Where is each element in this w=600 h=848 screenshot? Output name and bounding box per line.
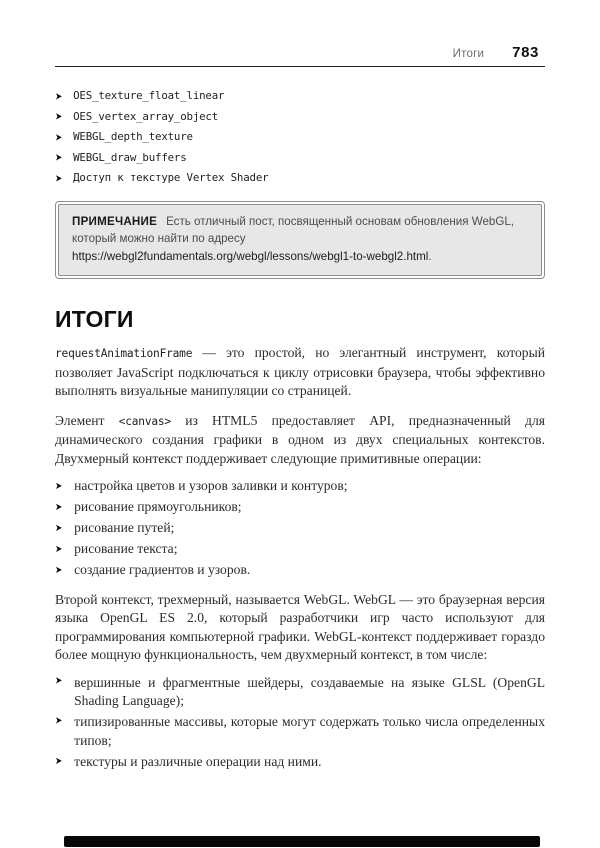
canvas-operations-list — [55, 477, 545, 580]
note-suffix: . — [428, 249, 432, 263]
bullet-arrow-icon: ➤ — [55, 110, 63, 122]
webgl-features-list-item — [55, 713, 545, 750]
list-item-text: рисование текста; — [74, 541, 178, 557]
paragraph-text: Элемент — [55, 412, 119, 428]
canvas-operations-list-item — [55, 540, 545, 559]
extension-name: OES_vertex_array_object — [73, 109, 219, 123]
extension-name: Доступ к текстуре Vertex Shader — [73, 171, 269, 184]
inline-code: requestAnimationFrame — [55, 347, 193, 361]
list-item-text: создание градиентов и узоров. — [74, 562, 251, 578]
canvas-operations-list-item — [55, 498, 545, 517]
webgl-features-list-item — [55, 753, 545, 772]
extension-name: WEBGL_depth_texture — [73, 130, 193, 143]
bullet-arrow-icon: ➤ — [55, 500, 63, 512]
paragraph-webgl: Второй контекст, трехмерный, называется WebGL. WebGL — это браузерная версия языка OpenGL ES 2.0, который разработчики игр часто используют для программирования компьютерной графики. WebGL-контекст поддерживает гораздо более мощную функциональность, чем двухмерный контекст, в том числе: — [55, 591, 545, 663]
webgl-features-list-item — [55, 674, 545, 711]
paragraph-text: — это простой, но элегантный инструмент, который позволяет JavaScript подключаться к циклу отрисовки браузера, чтобы эффективно выполнять визуальные манипуляции со страницей. — [55, 345, 545, 399]
extensions-list-item — [55, 171, 545, 184]
list-item-text: настройка цветов и узоров заливки и контуров; — [74, 478, 348, 494]
bullet-arrow-icon: ➤ — [55, 674, 63, 687]
list-item-text: типизированные массивы, которые могут содержать только числа определенных типов; — [74, 714, 545, 748]
inline-code: <canvas> — [118, 414, 171, 428]
page-number: 783 — [512, 44, 539, 61]
running-title: Итоги — [452, 48, 485, 60]
paragraph-text: из HTML5 предоставляет API, предназначенный для динамического создания графики в одном из двух специальных контекстов. Двухмерный контекст поддерживает следующие примитивные операции: — [55, 412, 545, 466]
paragraph-request-animation-frame — [55, 344, 545, 401]
bullet-arrow-icon: ➤ — [55, 151, 63, 163]
bullet-arrow-icon: ➤ — [55, 479, 63, 491]
list-item-text: рисование прямоугольников; — [74, 499, 242, 515]
extensions-list-item — [55, 89, 545, 102]
bullet-arrow-icon: ➤ — [55, 89, 63, 102]
bullet-arrow-icon: ➤ — [55, 542, 63, 554]
extensions-list-item — [55, 151, 545, 164]
note-label: ПРИМЕЧАНИЕ — [72, 215, 158, 228]
extension-name: WEBGL_draw_buffers — [73, 150, 187, 164]
section-title: ИТОГИ — [55, 306, 134, 333]
bullet-arrow-icon: ➤ — [55, 714, 63, 726]
note-box — [55, 201, 545, 279]
note-text: Есть отличный пост, посвященный основам обновления WebGL, который можно найти по адресу — [72, 215, 515, 246]
bullet-arrow-icon: ➤ — [55, 130, 63, 143]
canvas-operations-list-item — [55, 561, 545, 580]
paragraph-canvas — [55, 412, 545, 469]
canvas-operations-list-item — [55, 477, 545, 496]
extensions-list-item — [55, 110, 545, 123]
bullet-arrow-icon: ➤ — [55, 171, 63, 184]
bullet-arrow-icon: ➤ — [55, 754, 63, 767]
extension-name: OES_texture_float_linear — [73, 89, 225, 102]
bullet-arrow-icon: ➤ — [55, 563, 63, 575]
note-content — [58, 204, 542, 276]
canvas-operations-list-item — [55, 519, 545, 538]
running-head — [55, 0, 545, 61]
list-item-text: вершинные и фрагментные шейдеры, создаваемые на языке GLSL (OpenGL Shading Language); — [74, 674, 545, 709]
list-item-text: рисование путей; — [74, 520, 175, 536]
scan-artifact-bar — [64, 836, 540, 847]
list-item-text: текстуры и различные операции над ними. — [74, 753, 322, 769]
note-url: https://webgl2fundamentals.org/webgl/lessons/webgl1-to-webgl2.html — [72, 249, 429, 263]
bullet-arrow-icon: ➤ — [55, 521, 63, 533]
extensions-list-item — [55, 130, 545, 143]
extensions-list — [55, 89, 545, 184]
webgl-features-list — [55, 674, 545, 772]
header-rule — [55, 66, 545, 67]
